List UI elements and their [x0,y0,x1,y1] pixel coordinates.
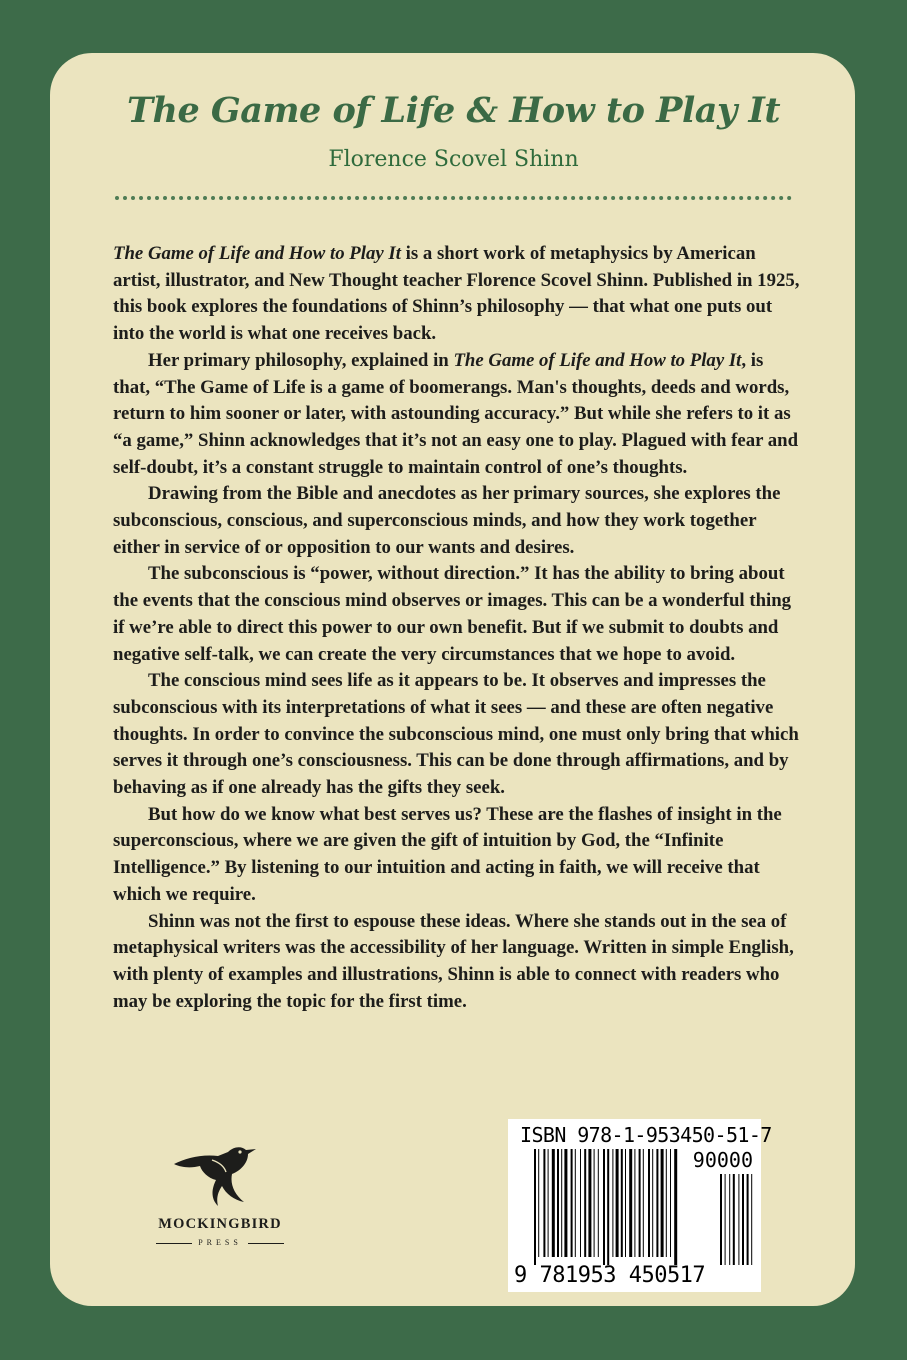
barcode-bar [616,1149,619,1257]
isbn-label: ISBN 978-1-953450-51-7 [520,1123,772,1147]
book-title-italic: The Game of Life and How to Play It [453,349,742,371]
price-code: 90000 [692,1148,753,1172]
description-paragraph [113,348,805,482]
barcode-bar [594,1149,595,1257]
author-name: Florence Scovel Shinn [328,147,579,172]
publisher-name: MOCKINGBIRD [158,1216,282,1232]
dotted-divider [115,196,792,200]
barcode-bar [674,1149,677,1265]
barcode-bar [643,1149,644,1257]
barcode-bar [625,1149,626,1257]
addon-bar [733,1174,735,1265]
barcode-bar [534,1149,536,1265]
barcode-bar [538,1149,539,1257]
barcode-bar [621,1149,623,1257]
barcode-bar [648,1149,650,1257]
barcode-bar [543,1149,545,1257]
isbn-barcode [508,1119,772,1292]
barcode-bar [639,1149,641,1257]
addon-bar [738,1174,739,1265]
barcode-bar [575,1149,576,1257]
logo-rule-right [248,1243,284,1244]
barcode-bar [656,1149,658,1257]
description-paragraph [113,241,805,348]
barcode-bar [571,1149,573,1257]
paragraph-text: , is that, “The Game of Life is a game of boomerangs. Man's thoughts, deeds and words, return to him sooner or later, with astounding accuracy.” But while she refers to it as “a game,” Shinn acknowledges that it’s not an easy one to play. Plagued with fear and self-doubt, it’s a constant struggle to maintain control of one’s thoughts. [113,349,799,478]
addon-bar [720,1174,722,1265]
description-paragraph: The conscious mind sees life as it appears to be. It observes and impresses the subconscious with its interpretations of what it sees — and these are often negative thoughts. In order to convince the subconscious mind, one must only bring that which serves it through one’s consciousness. This can be done through affirmations, and by behaving as if one already has the gifts they seek. [113,670,799,799]
addon-bar [729,1174,730,1265]
addon-bar [725,1174,726,1265]
description-paragraph: Drawing from the Bible and anecdotes as her primary sources, she explores the subconscious, conscious, and superconscious minds, and how they work together either in service of or opposition to our wants and desires. [113,483,781,558]
publisher-logo [150,1140,330,1250]
barcode-bar [612,1149,613,1257]
barcode-bar [634,1149,635,1257]
barcode-bar [561,1149,562,1257]
publisher-sub-text: PRESS [198,1238,242,1247]
book-title-italic: The Game of Life and How to Play It [113,243,401,264]
barcode-bar [603,1149,605,1265]
paragraph-text: is a short work of metaphysics by American artist, illustrator, and New Thought teacher Florence Scovel Shinn. Published in 1925, this book explores the foundations of Shinn’s philosophy — that what one puts out into the world is what one receives back. [113,243,800,345]
barcode-bar [670,1149,671,1257]
barcode-bar [548,1149,549,1257]
ean-digits: 9 781953 450517 [514,1263,706,1288]
barcode-bar [666,1149,667,1257]
paragraph-text: Her primary philosophy, explained in [148,349,454,371]
description-paragraph: The subconscious is “power, without direction.” It has the ability to bring about the events that the conscious mind observes or images. This can be a wonderful thing if we’re able to direct this power to our own benefit. But if we submit to doubts and negative self-talk, we can create the very circumstances that we hope to avoid. [113,563,792,665]
barcode-bar [629,1149,632,1257]
barcode-bar [557,1149,559,1257]
description-paragraph: Shinn was not the first to espouse these ideas. Where she stands out in the sea of metaphysical writers was the accessibility of her language. Written in simple English, with plenty of examples and illustrations, Shinn is able to connect with readers who may be exploring the topic for the first time. [113,910,794,1012]
barcode-bar [661,1149,664,1257]
book-description [113,241,805,1015]
publisher-sub [150,1238,290,1250]
barcode-bar [584,1149,586,1257]
barcode-bar [580,1149,581,1257]
barcode-bar [607,1149,609,1265]
mockingbird-icon [172,1140,272,1210]
book-title: The Game of Life & How to Play It [126,90,781,131]
barcode-bar [564,1149,567,1257]
logo-rule-left [156,1243,192,1244]
barcode-bar [598,1149,599,1257]
addon-bar [742,1174,744,1265]
barcode-bar [588,1149,591,1257]
description-paragraph: But how do we know what best serves us? These are the flashes of insight in the superconscious, where we are given the gift of intuition by God, the “Infinite Intelligence.” By listening to our intuition and acting in faith, we will receive that which we require. [113,803,782,905]
addon-bar [747,1174,749,1265]
barcode-bar [652,1149,653,1257]
addon-bar [751,1174,752,1265]
barcode-bar [552,1149,555,1257]
